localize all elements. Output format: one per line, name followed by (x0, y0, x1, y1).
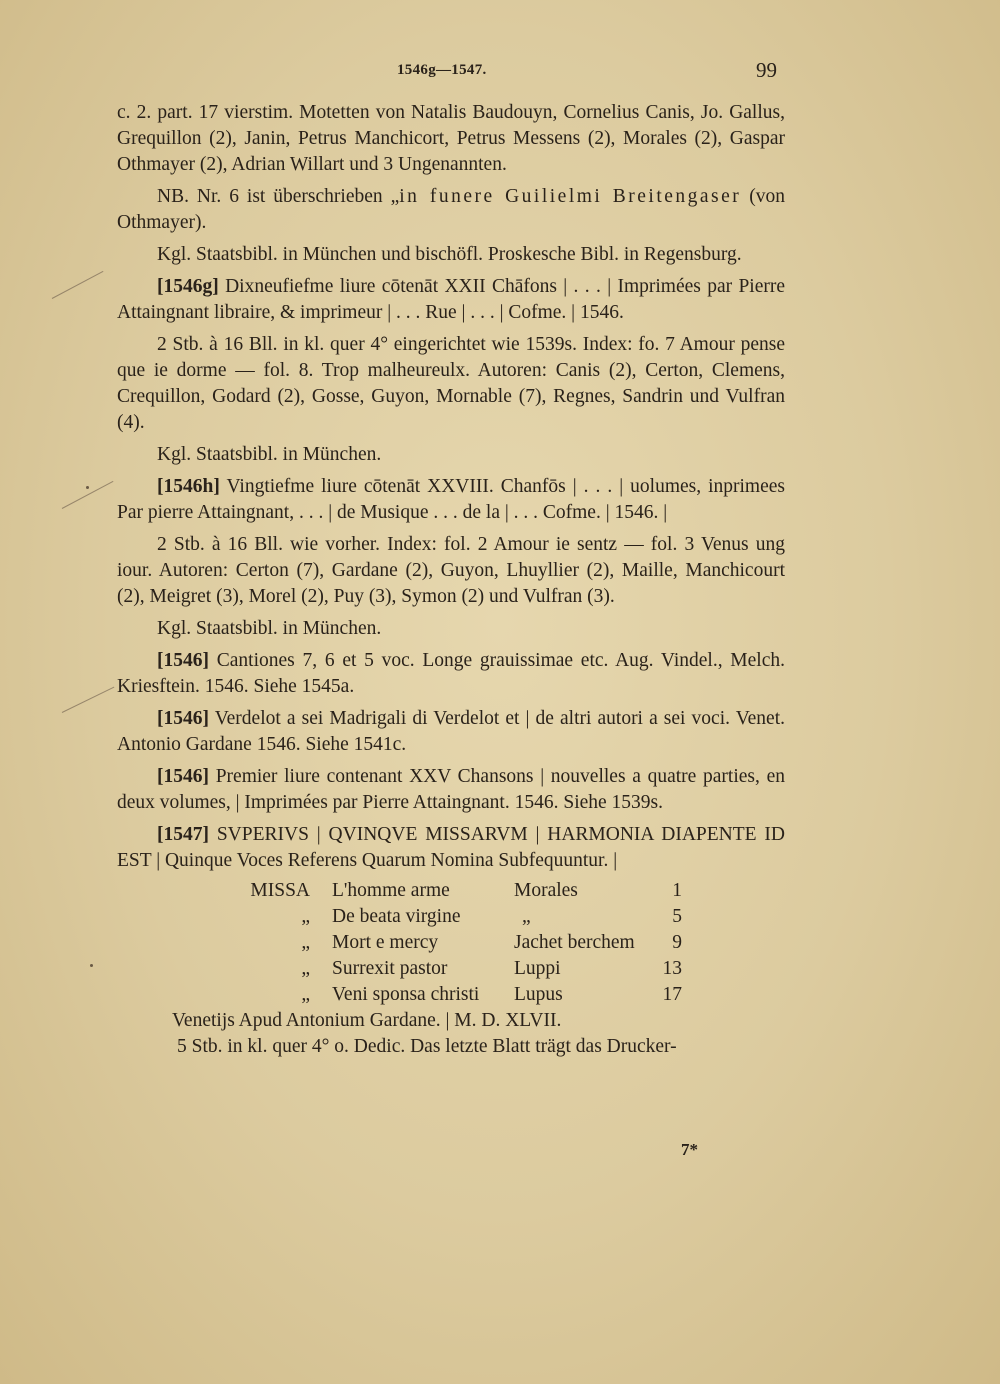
missa-prefix: „ (301, 932, 310, 953)
missa-folio: 9 (672, 932, 682, 953)
missa-folio: 1 (672, 880, 682, 901)
entry-description: 2 Stb. à 16 Bll. wie vorher. Index: fol. 2 Amour ie sentz — fol. 3 Venus ung iour. Autoren: Certon (7), Gardane (2), Guyon, Lhuyllier (2), Maille, Manchicourt (2), Meigret (3), Morel (2), Puy (3), Symon (2) und Vulfran (3). (117, 534, 785, 607)
note-text: NB. Nr. 6 ist überschrieben „ (157, 186, 400, 207)
missa-title: De beata virgine (332, 906, 461, 927)
entry-1547 (117, 822, 785, 874)
entry-continuation: c. 2. part. 17 vierstim. Motetten von Natalis Baudouyn, Cornelius Canis, Jo. Gallus, Grequillon (2), Janin, Petrus Manchicort, Petrus Messens (2), Morales (2), Gaspar Othmayer (2), Adrian Willart und 3 Ungenannten. (117, 102, 785, 175)
missa-prefix: „ (301, 984, 310, 1005)
entry-library: Kgl. Staatsbibl. in München. (157, 444, 382, 465)
missa-row (117, 982, 682, 1008)
note-spaced-text: in funere Guilielmi Breitengaser (399, 186, 742, 207)
entry-1546-premier (117, 764, 785, 816)
entry-note (117, 184, 785, 236)
missa-prefix: „ (301, 958, 310, 979)
missa-composer: Luppi (514, 958, 561, 979)
missa-prefix: MISSA (250, 880, 310, 901)
note-text-end: (von Othmayer). (117, 186, 785, 233)
missae-list (117, 878, 682, 1008)
entry-library: Kgl. Staatsbibl. in München. (157, 618, 382, 639)
entry-1546g (117, 274, 785, 326)
signature-mark: 7* (681, 1140, 698, 1159)
entry-1546-verdelot (117, 706, 785, 758)
missa-folio: 13 (662, 958, 682, 979)
ink-speck (90, 964, 93, 967)
pencil-margin-mark (52, 271, 104, 299)
missa-title: Surrexit pastor (332, 958, 448, 979)
missa-title: Mort e mercy (332, 932, 439, 953)
running-head: 1546g—1547. (397, 62, 487, 78)
entry-text: Verdelot a sei Madrigali di Verdelot et | de altri autori a sei voci. Venet. Antonio Gardane 1546. Siehe 1541c. (117, 708, 785, 755)
entry-description: 2 Stb. à 16 Bll. in kl. quer 4° eingerichtet wie 1539s. Index: fo. 7 Amour pense que ie dorme — fol. 8. Trop malheureulx. Autoren: Canis (2), Certon, Clemens, Crequillon, Godard (2), Gosse, Guyon, Mornable (7), Regnes, Sandrin und Vulfran (4). (117, 334, 785, 433)
entry-ref: [1546] (157, 766, 209, 787)
entry-imprint: Venetijs Apud Antonium Gardane. | M. D. XLVII. (172, 1010, 562, 1031)
entry-title: SVPERIVS | QVINQVE MISSARVM | HARMONIA DIAPENTE ID EST | Quinque Voces Referens Quarum Nomina Subfequuntur. | (117, 824, 785, 871)
missa-row (117, 878, 682, 904)
page-number: 99 (756, 58, 777, 82)
missa-composer: Morales (514, 880, 578, 901)
entry-text: Cantiones 7, 6 et 5 voc. Longe grauissimae etc. Aug. Vindel., Melch. Kriesftein. 1546. Siehe 1545a. (117, 650, 785, 697)
entry-1546h (117, 474, 785, 526)
missa-composer: Lupus (514, 984, 563, 1005)
entry-format: 5 Stb. in kl. quer 4° o. Dedic. Das letzte Blatt trägt das Drucker- (177, 1036, 677, 1057)
missa-title: Veni sponsa christi (332, 984, 480, 1005)
missa-row (117, 904, 682, 930)
missa-composer: „ (522, 906, 531, 927)
missa-row (117, 956, 682, 982)
missa-composer: Jachet berchem (514, 932, 635, 953)
body-text (117, 100, 785, 1060)
entry-ref: [1546] (157, 708, 209, 729)
entry-title: Dixneufiefme liure cōtenāt XXII Chāfons | . . . | Imprimées par Pierre Attaingnant libraire, & imprimeur | . . . Rue | . . . | Cofme. | 1546. (117, 276, 785, 323)
entry-ref: [1547] (157, 824, 209, 845)
missa-title: L'homme arme (332, 880, 450, 901)
missa-row (117, 930, 682, 956)
entry-ref: [1546] (157, 650, 209, 671)
missa-folio: 5 (672, 906, 682, 927)
ink-speck (86, 486, 89, 489)
pencil-margin-mark (62, 687, 115, 713)
entry-title: Vingtiefme liure cōtenāt XXVIII. Chanfōs | . . . | uolumes, inprimees Par pierre Attaingnant, . . . | de Musique . . . de la | . . . Cofme. | 1546. | (117, 476, 785, 523)
entry-1546-cantiones (117, 648, 785, 700)
entry-text: Premier liure contenant XXV Chansons | nouvelles a quatre parties, en deux volumes, | Imprimées par Pierre Attaingnant. 1546. Siehe 1539s. (117, 766, 785, 813)
entry-ref: [1546h] (157, 476, 220, 497)
missa-folio: 17 (662, 984, 682, 1005)
entry-library: Kgl. Staatsbibl. in München und bischöfl. Proskesche Bibl. in Regensburg. (157, 244, 742, 265)
entry-ref: [1546g] (157, 276, 219, 297)
missa-prefix: „ (301, 906, 310, 927)
